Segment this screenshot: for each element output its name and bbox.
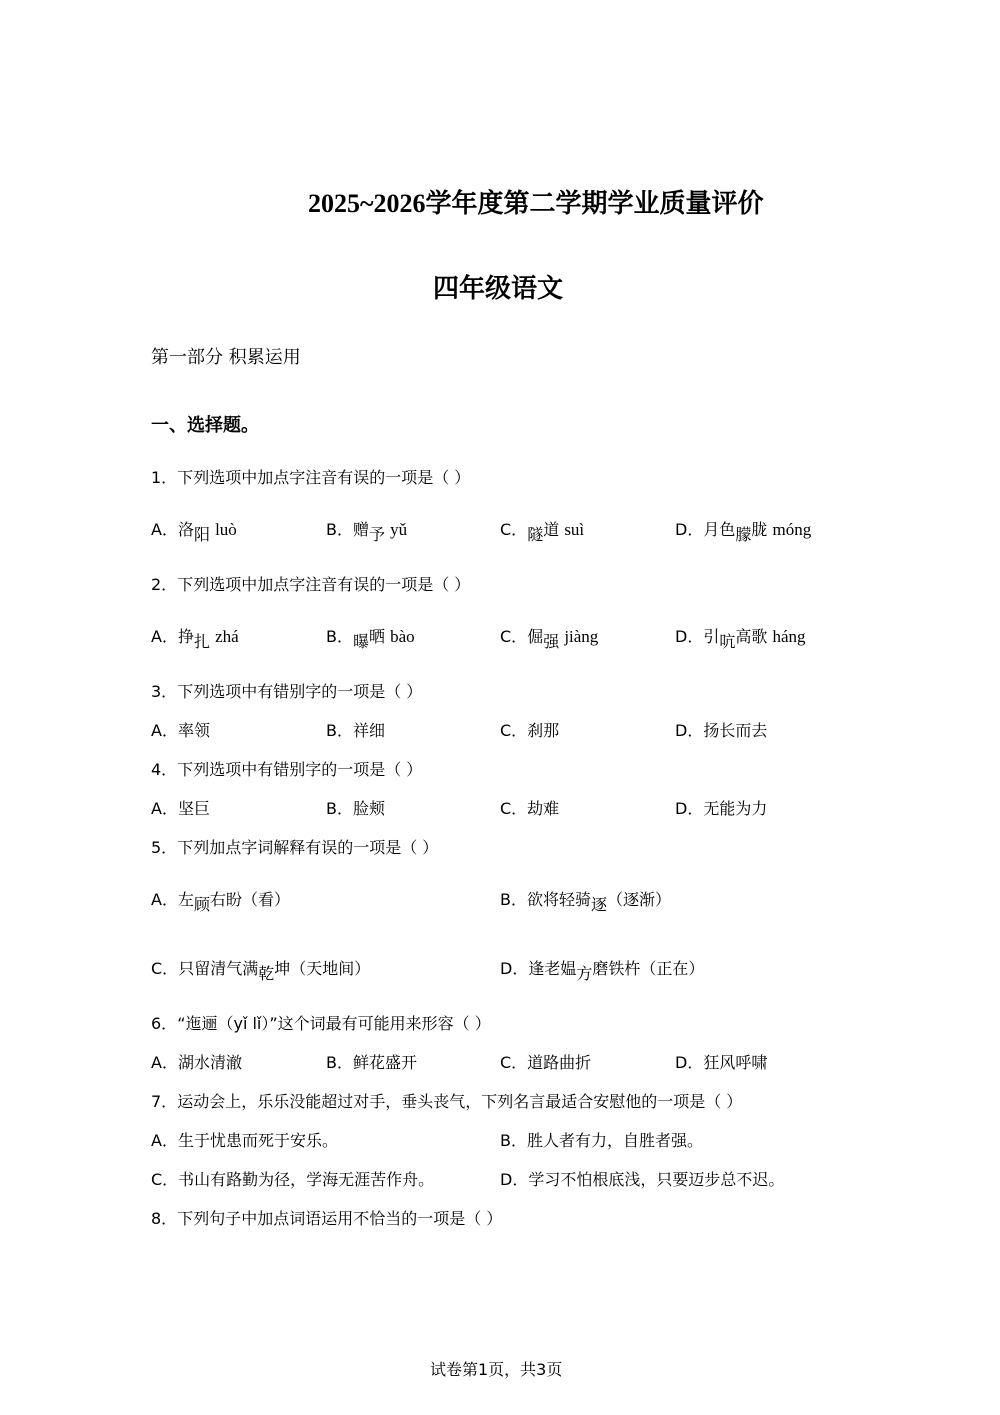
q1-option-b[interactable]: B．赠予 yǔ	[326, 520, 408, 544]
question-number: 5．	[151, 838, 178, 857]
question-1	[151, 465, 470, 488]
q2-option-b[interactable]: B．曝晒 bào	[326, 627, 415, 651]
q1-option-a[interactable]: A．洛阳 luò	[151, 520, 237, 544]
question-text: 下列选项中有错别字的一项是（ ）	[177, 760, 423, 779]
q4-option-d[interactable]: D．无能为力	[675, 799, 768, 818]
question-number: 8．	[151, 1209, 178, 1228]
question-text: 下列选项中加点字注音有误的一项是（ ）	[177, 468, 471, 487]
q7-option-c[interactable]: C．书山有路勤为径，学海无涯苦作舟。	[151, 1170, 435, 1189]
q2-option-d[interactable]: D．引吭高歌 háng	[675, 627, 806, 651]
q5-option-a[interactable]: A．左顾右盼（看）	[151, 890, 290, 914]
q6-option-b[interactable]: B．鲜花盛开	[326, 1053, 417, 1072]
question-number: 1．	[151, 468, 178, 487]
question-number: 2．	[151, 575, 178, 594]
q6-option-c[interactable]: C．道路曲折	[500, 1053, 592, 1072]
question-5	[151, 835, 438, 858]
q1-option-d[interactable]: D．月色朦胧 móng	[675, 520, 812, 544]
exam-subtitle: 四年级语文	[433, 274, 564, 304]
question-4	[151, 757, 422, 780]
q1-option-c[interactable]: C．隧道 suì	[500, 520, 585, 544]
q5-option-c[interactable]: C．只留清气满乾坤（天地间）	[151, 959, 371, 983]
q2-option-c[interactable]: C．倔强 jiàng	[500, 627, 599, 651]
q7-option-a[interactable]: A．生于忧患而死于安乐。	[151, 1131, 338, 1150]
q4-option-c[interactable]: C．劫难	[500, 799, 560, 818]
question-text: 下列句子中加点词语运用不恰当的一项是（ ）	[177, 1209, 503, 1228]
q7-option-b[interactable]: B．胜人者有力，自胜者强。	[500, 1131, 703, 1150]
part-heading: 第一部分 积累运用	[151, 347, 301, 368]
q7-option-d[interactable]: D．学习不怕根底浅，只要迈步总不迟。	[500, 1170, 785, 1189]
exam-title: 2025~2026学年度第二学期学业质量评价	[308, 189, 764, 218]
q6-option-a[interactable]: A．湖水清澈	[151, 1053, 242, 1072]
question-text: “迤逦（yǐ lǐ）”这个词最有可能用来形容（ ）	[177, 1014, 491, 1033]
question-text: 下列加点字词解释有误的一项是（ ）	[177, 838, 439, 857]
q4-option-a[interactable]: A．坚巨	[151, 799, 210, 818]
question-7	[151, 1089, 742, 1112]
q3-option-d[interactable]: D．扬长而去	[675, 721, 768, 740]
question-text: 下列选项中有错别字的一项是（ ）	[177, 682, 423, 701]
q6-option-d[interactable]: D．狂风呼啸	[675, 1053, 768, 1072]
q3-option-b[interactable]: B．祥细	[326, 721, 385, 740]
question-2	[151, 572, 470, 595]
page-footer: 试卷第1页，共3页	[430, 1360, 563, 1379]
question-number: 6．	[151, 1014, 178, 1033]
question-3	[151, 679, 422, 702]
question-text: 运动会上，乐乐没能超过对手，垂头丧气，下列名言最适合安慰他的一项是（ ）	[177, 1092, 743, 1111]
question-number: 3．	[151, 682, 178, 701]
q5-option-b[interactable]: B．欲将轻骑逐（逐渐）	[500, 890, 672, 914]
section-heading: 一、选择题。	[151, 415, 259, 436]
question-8	[151, 1206, 502, 1229]
question-6	[151, 1011, 491, 1034]
question-text: 下列选项中加点字注音有误的一项是（ ）	[177, 575, 471, 594]
q5-option-d[interactable]: D．逢老媪方磨铁杵（正在）	[500, 959, 705, 983]
q2-option-a[interactable]: A．挣扎 zhá	[151, 627, 239, 651]
q4-option-b[interactable]: B．脸颊	[326, 799, 385, 818]
q3-option-c[interactable]: C．刹那	[500, 721, 560, 740]
question-number: 7．	[151, 1092, 178, 1111]
question-number: 4．	[151, 760, 178, 779]
q3-option-a[interactable]: A．率领	[151, 721, 210, 740]
